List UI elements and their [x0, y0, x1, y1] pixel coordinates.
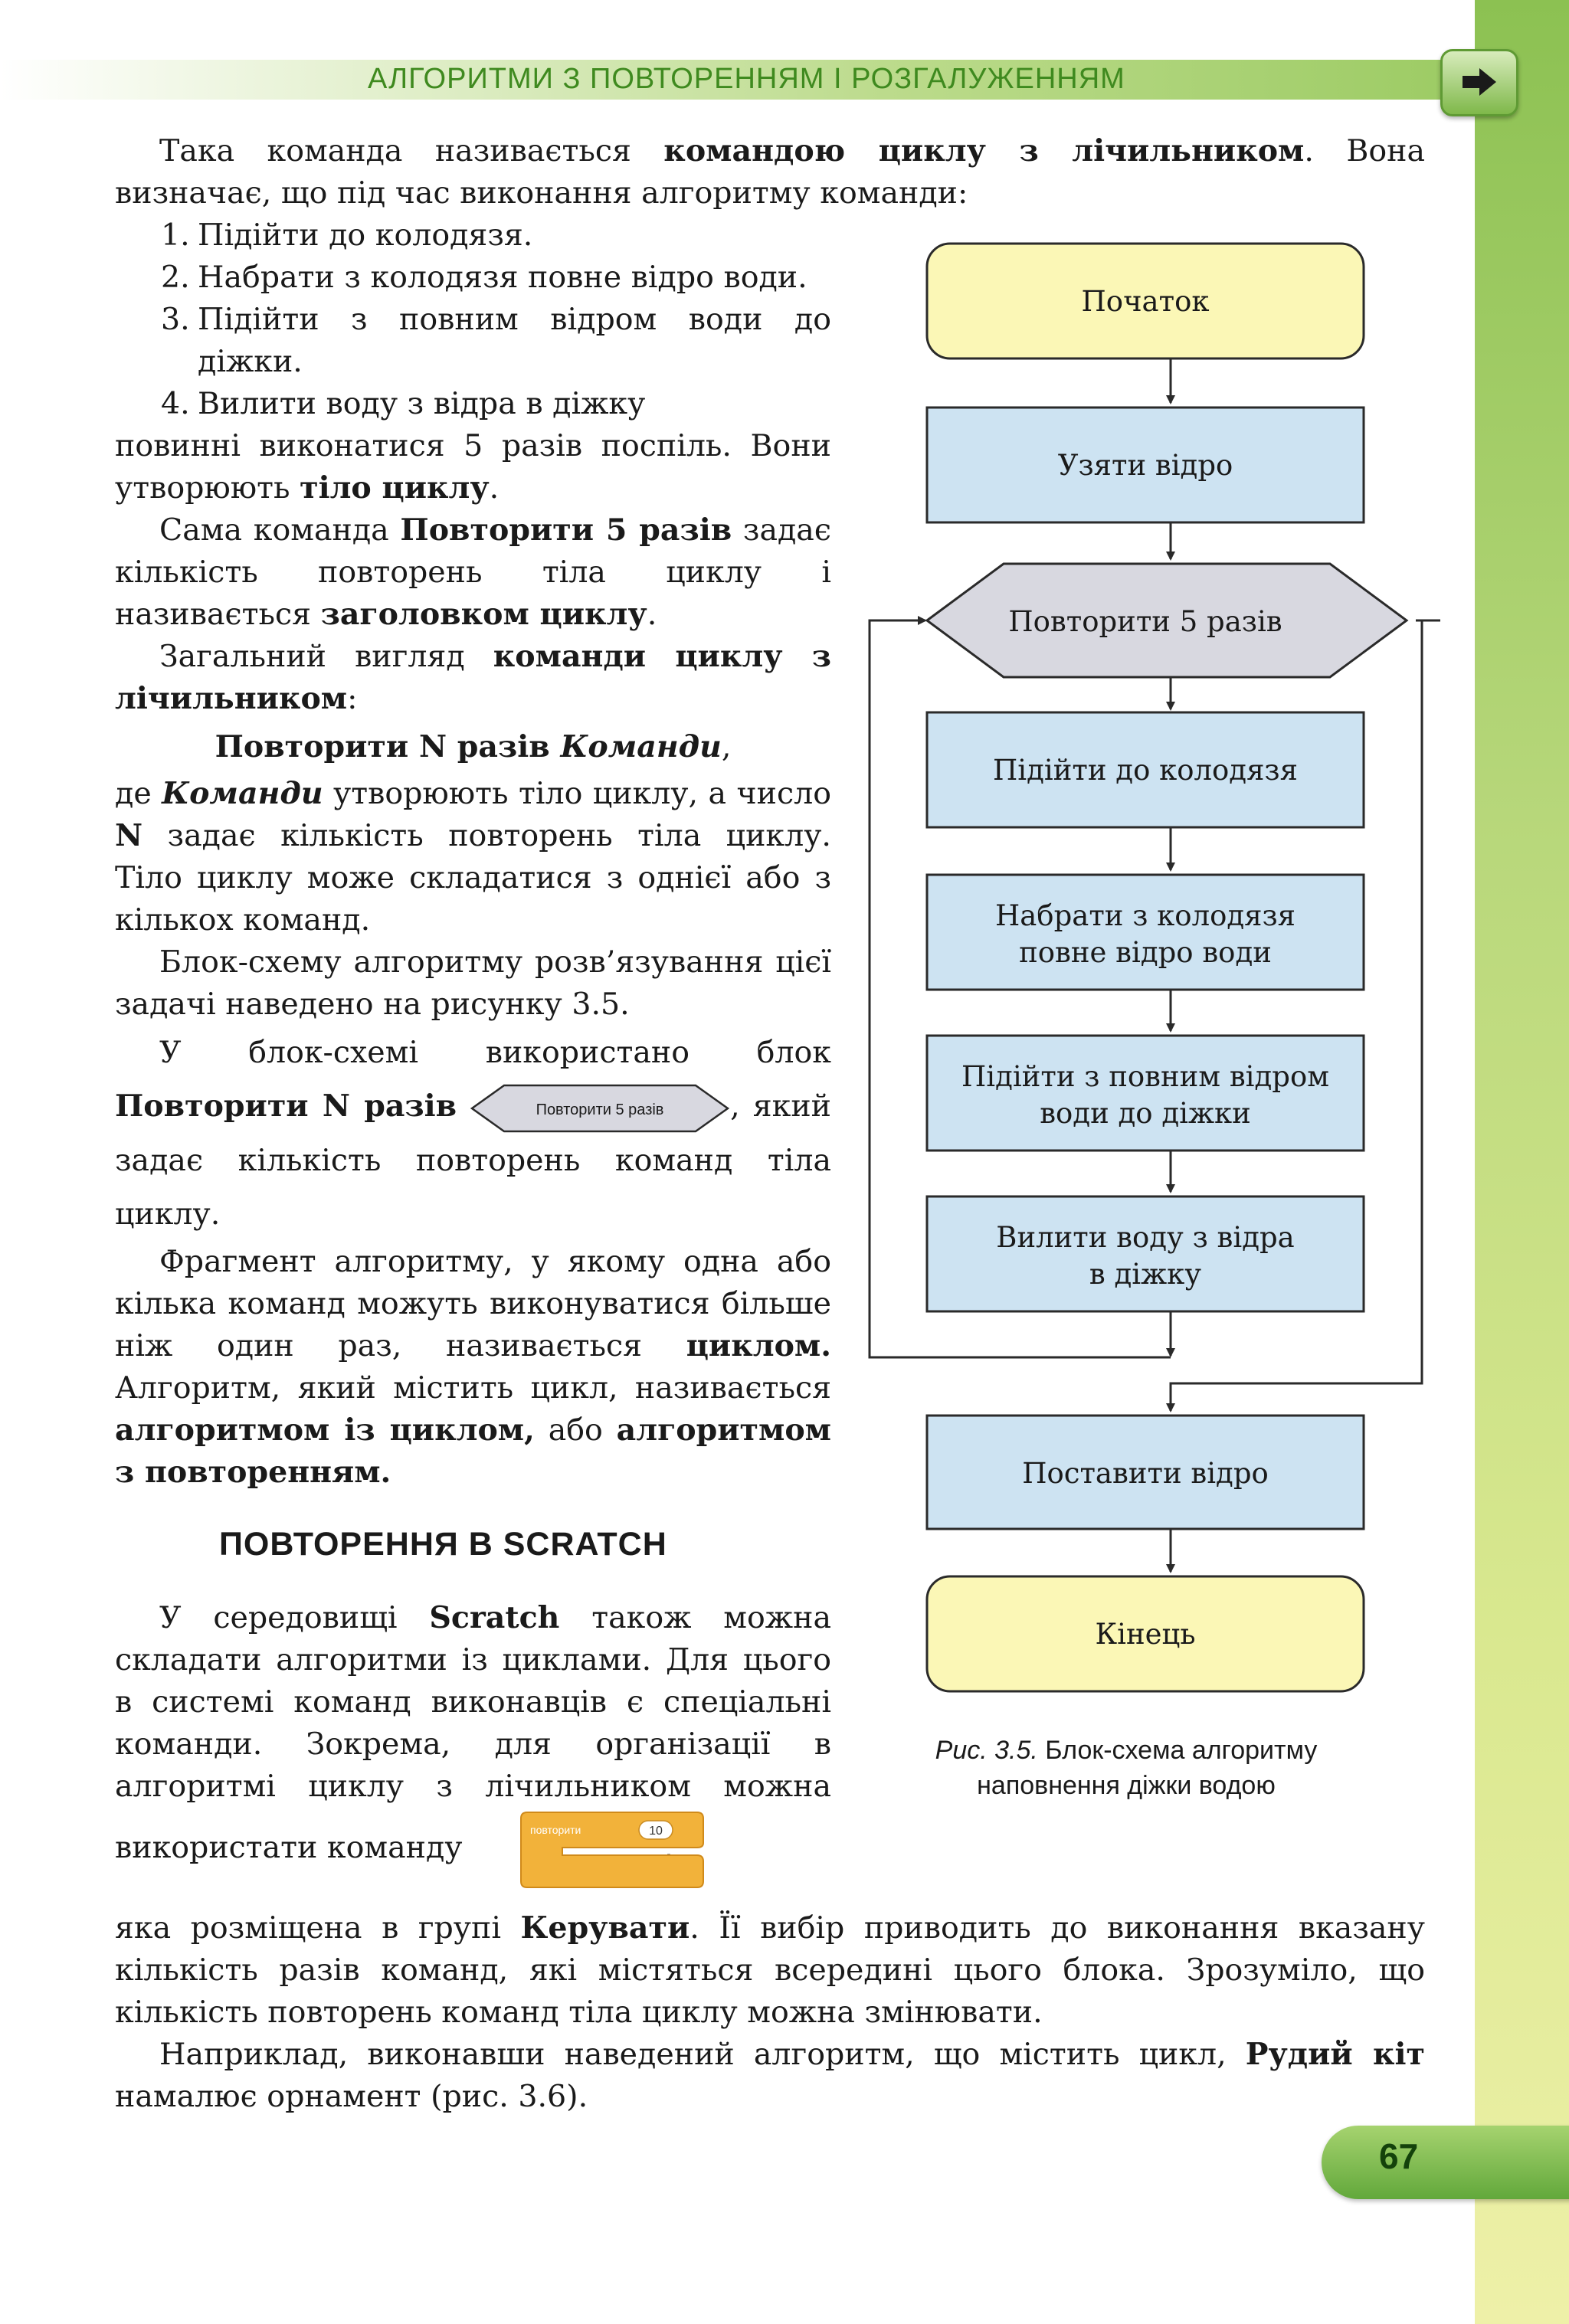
scratch-repeat-block — [472, 1808, 663, 1892]
flow-step-4-line-1: Вилити воду з відра — [996, 1221, 1295, 1254]
flowchart — [858, 230, 1440, 1762]
section-heading: ПОВТОРЕННЯ В SCRATCH — [219, 1526, 667, 1563]
loop-definition-paragraph: Фрагмент алгоритму, у якому одна або кілька команд можуть виконуватися більше ніж один раз, називається циклом. Алгоритм, який містить цикл, називається алгоритмом із циклом, або алгоритмом з повторенням. — [115, 1244, 831, 1490]
intro-paragraph: Така команда називається командою циклу з лічильником. Вона визначає, що під час виконання алгоритму команди: — [115, 133, 1426, 211]
flow-step-2-line-2: повне відро води — [1019, 936, 1272, 969]
flow-step-4-line-2: в діжку — [1089, 1258, 1202, 1291]
figure-caption-text: Блок-схема алгоритму наповнення діжки водою — [977, 1736, 1318, 1800]
general-form-formula: Повторити N разів Команди, — [215, 729, 732, 764]
next-page-button[interactable] — [1440, 49, 1518, 116]
flow-step-2 — [927, 875, 1364, 990]
scratch-block-value: 10 — [649, 1825, 663, 1838]
command-list — [115, 214, 831, 425]
chapter-title: АЛГОРИТМИ З ПОВТОРЕННЯМ І РОЗГАЛУЖЕННЯМ — [368, 63, 1125, 95]
list-item: 4. Вилити воду з відра в діжку — [161, 386, 646, 421]
flow-step-3 — [927, 1036, 1364, 1151]
control-group-paragraph: яка розміщена в групі Керувати. Її вибір приводить до виконання вказану кількість разів команд, які містяться всередині цього блока. Зрозуміло, що кількість повторень команд тіла циклу можна змінювати. — [115, 1910, 1425, 2030]
loop-header-paragraph: Сама команда Повторити 5 разів задає кількість повторень тіла циклу і називається заголовком циклу. — [115, 512, 831, 632]
figure-reference-paragraph: Блок-схему алгоритму розв’язування цієї задачі наведено на рисунку 3.5. — [115, 944, 831, 1022]
flow-step-4 — [927, 1196, 1364, 1311]
loop-body-paragraph: повинні виконатися 5 разів поспіль. Вони утворюють тіло циклу. — [115, 428, 831, 506]
flow-put-bucket-label: Поставити відро — [1022, 1457, 1269, 1490]
inline-repeat-block — [470, 1083, 730, 1134]
list-item: 1. Підійти до колодязя. — [161, 218, 533, 253]
scratch-paragraph: У середовищі Scratch також можна складати алгоритми із циклами. Для цього в системі команд виконавців є спеціальні команди. Зокрема, для організації в алгоритмі циклу з лічильником можна використати команду повторити 10 — [115, 1597, 831, 1892]
formula-explanation: де Команди утворюють тіло циклу, а число N задає кількість повторень тіла циклу. Тіло циклу може складатися з однієї або з кількох команд. — [115, 776, 831, 938]
flow-take-bucket-label: Узяти відро — [1057, 449, 1233, 482]
page-number-badge — [1322, 2126, 1569, 2199]
example-paragraph: Наприклад, виконавши наведений алгоритм, що містить цикл, Рудий кіт намалює орнамент (рис. 3.6). — [115, 2037, 1425, 2114]
general-form-paragraph: Загальний вигляд команди циклу з лічильником: — [115, 639, 832, 716]
side-color-strip — [1475, 0, 1569, 2324]
flow-start-label: Початок — [1081, 285, 1210, 318]
flow-step-2-line-1: Набрати з колодязя — [994, 899, 1296, 932]
bottom-text — [115, 1907, 1425, 2118]
page-number: 67 — [1379, 2136, 1419, 2176]
scratch-block-label: повторити — [530, 1824, 581, 1836]
intro-block — [115, 130, 1425, 214]
list-item: 2. Набрати з колодязя повне відро води. — [161, 260, 807, 295]
figure-caption-label: Рис. 3.5. — [935, 1736, 1038, 1765]
left-column — [115, 214, 831, 1494]
block-usage-paragraph: У блок-схемі використано блок Повторити N разів Повторити 5 разів , який задає кількість повторень команд тіла циклу. — [115, 1035, 832, 1232]
flow-step-3-line-1: Підійти з повним відром — [961, 1060, 1330, 1093]
figure-caption — [885, 1733, 1368, 1803]
flow-end-label: Кінець — [1095, 1618, 1196, 1651]
inline-repeat-block-label: Повторити 5 разів — [536, 1101, 664, 1118]
scratch-block-text — [115, 1597, 831, 1892]
flow-loop-header-label: Повторити 5 разів — [1008, 605, 1282, 638]
arrow-right-icon — [1459, 65, 1499, 99]
flow-step-3-line-2: води до діжки — [1040, 1097, 1251, 1130]
flow-step-1-label: Підійти до колодязя — [993, 754, 1298, 787]
list-item: 3. Підійти з повним відром води до діжки. — [161, 302, 831, 379]
